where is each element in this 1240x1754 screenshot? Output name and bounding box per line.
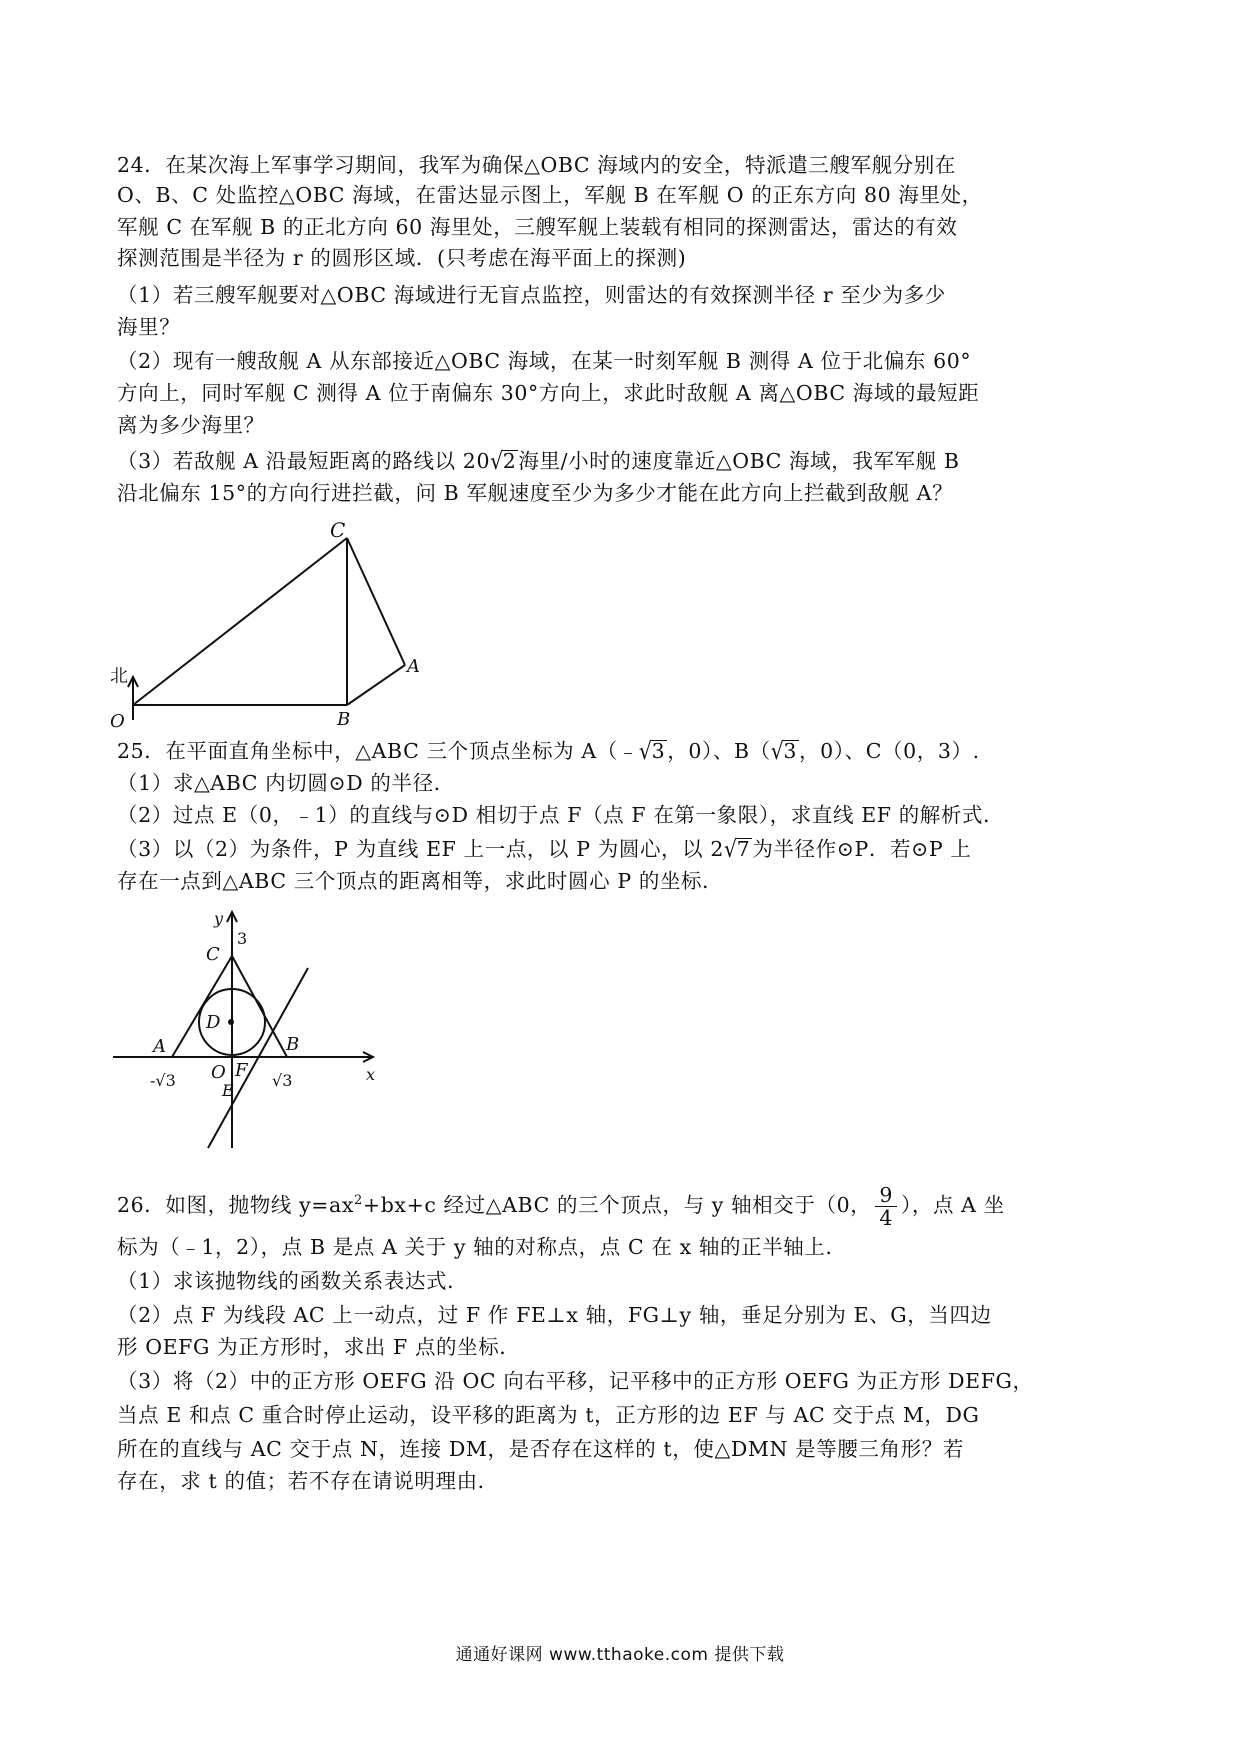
q25-label-b: B bbox=[286, 1034, 300, 1055]
q26-line-6: （3）将（2）中的正方形 OEFG 沿 OC 向右平移，记平移中的正方形 OEFG 为正方形 DEFG， bbox=[117, 1369, 1034, 1393]
q24-line-3: 军舰 C 在军舰 B 的正北方向 60 海里处，三艘军舰上装载有相同的探测雷达，雷达的有效 bbox=[117, 215, 958, 239]
q24-line-11: 沿北偏东 15°的方向行进拦截，问 B 军舰速度至少为多少才能在此方向上拦截到敌舰 A？ bbox=[117, 481, 954, 505]
q25-line-5: 存在一点到△ABC 三个顶点的距离相等，求此时圆心 P 的坐标． bbox=[117, 869, 724, 893]
q26-fraction: $\frac{9}{4}$ bbox=[875, 1184, 897, 1229]
q26-line-1: 26．如图，抛物线 $y=ax^2+bx+c$ 经过△ABC 的三个顶点，与 y 轴相交于（0， $\frac{9}{4}$ ），点 A 坐 bbox=[117, 1182, 1005, 1230]
q24-label-north: 北 bbox=[110, 666, 128, 687]
q25-label-a: A bbox=[153, 1036, 166, 1057]
q24-line-2: O、B、C 处监控△OBC 海域，在雷达显示图上，军舰 B 在军舰 O 的正东方向 80 海里处， bbox=[117, 183, 983, 207]
q25-label-3: 3 bbox=[237, 929, 248, 948]
q24-sqrt: 2 bbox=[502, 449, 517, 473]
q25-label-neg-sqrt3: -√3 bbox=[150, 1071, 176, 1090]
q25-label-o: O bbox=[211, 1062, 226, 1083]
q25-line-4: （3）以（2）为条件，P 为直线 EF 上一点，以 P 为圆心，以 2√7为半径作⊙P．若⊙P 上 bbox=[117, 835, 972, 863]
q25-label-f: F bbox=[235, 1060, 248, 1081]
q25-label-y: y bbox=[214, 909, 224, 928]
q24-line-9: 离为多少海里？ bbox=[117, 413, 265, 437]
q26-line-4: （2）点 F 为线段 AC 上一动点，过 F 作 FE⊥x 轴，FG⊥y 轴，垂足分别为 E、G，当四边 bbox=[117, 1303, 992, 1327]
q24-label-c: C bbox=[330, 518, 346, 542]
q24-line-10: （3）若敌舰 A 沿最短距离的路线以 20√2海里/小时的速度靠近△OBC 海域，我军军舰 B bbox=[117, 447, 960, 475]
q24-label-o: O bbox=[110, 711, 125, 730]
q24-line-8: 方向上，同时军舰 C 测得 A 位于南偏东 30°方向上，求此时敌舰 A 离△OBC 海域的最短距 bbox=[117, 381, 980, 405]
q26-line-8: 所在的直线与 AC 交于点 N，连接 DM，是否存在这样的 t，使△DMN 是等腰三角形？若 bbox=[117, 1437, 964, 1461]
q24-figure bbox=[105, 515, 425, 730]
q26-line-2: 标为（﹣1，2），点 B 是点 A 关于 y 轴的对称点，点 C 在 x 轴的正半轴上． bbox=[117, 1235, 847, 1259]
q25-label-c: C bbox=[206, 944, 220, 965]
q26-line-9: 存在，求 t 的值；若不存在请说明理由． bbox=[117, 1469, 499, 1493]
q24-line-5: （1）若三艘军舰要对△OBC 海域进行无盲点监控，则雷达的有效探测半径 r 至少为多少 bbox=[117, 283, 946, 307]
q24-line-4: 探测范围是半径为 r 的圆形区域．(只考虑在海平面上的探测) bbox=[117, 246, 687, 270]
q25-line-3: （2）过点 E（0，﹣1）的直线与⊙D 相切于点 F（点 F 在第一象限），求直线 EF 的解析式． bbox=[117, 803, 1005, 827]
q24-label-b: B bbox=[337, 709, 351, 730]
q26-line-3: （1）求该抛物线的函数关系表达式． bbox=[117, 1269, 469, 1293]
q25-label-sqrt3: √3 bbox=[272, 1071, 293, 1090]
q24-line-6: 海里？ bbox=[117, 315, 181, 339]
q24-line-1: 24．在某次海上军事学习期间，我军为确保△OBC 海域内的安全，特派遣三艘军舰分别在 bbox=[117, 153, 957, 177]
q25-line-2: （1）求△ABC 内切圆⊙D 的半径． bbox=[117, 771, 455, 795]
q25-label-d: D bbox=[206, 1012, 221, 1033]
q25-figure bbox=[108, 900, 398, 1150]
q25-line-1: 25．在平面直角坐标中，△ABC 三个顶点坐标为 A（﹣√3，0）、B（√3，0）、C（0，3）. bbox=[117, 737, 980, 765]
q24-label-a: A bbox=[407, 656, 420, 677]
q24-line-7: （2）现有一艘敌舰 A 从东部接近△OBC 海域，在某一时刻军舰 B 测得 A 位于北偏东 60° bbox=[117, 349, 972, 373]
q25-label-x: x bbox=[366, 1065, 376, 1084]
footer: 通通好课网 www.tthaoke.com 提供下载 bbox=[455, 1645, 785, 1665]
q26-line-7: 当点 E 和点 C 重合时停止运动，设平移的距离为 t，正方形的边 EF 与 AC 交于点 M，DG bbox=[117, 1403, 980, 1427]
q26-line-5: 形 OEFG 为正方形时，求出 F 点的坐标． bbox=[117, 1335, 521, 1359]
q25-label-e: E bbox=[222, 1081, 234, 1100]
